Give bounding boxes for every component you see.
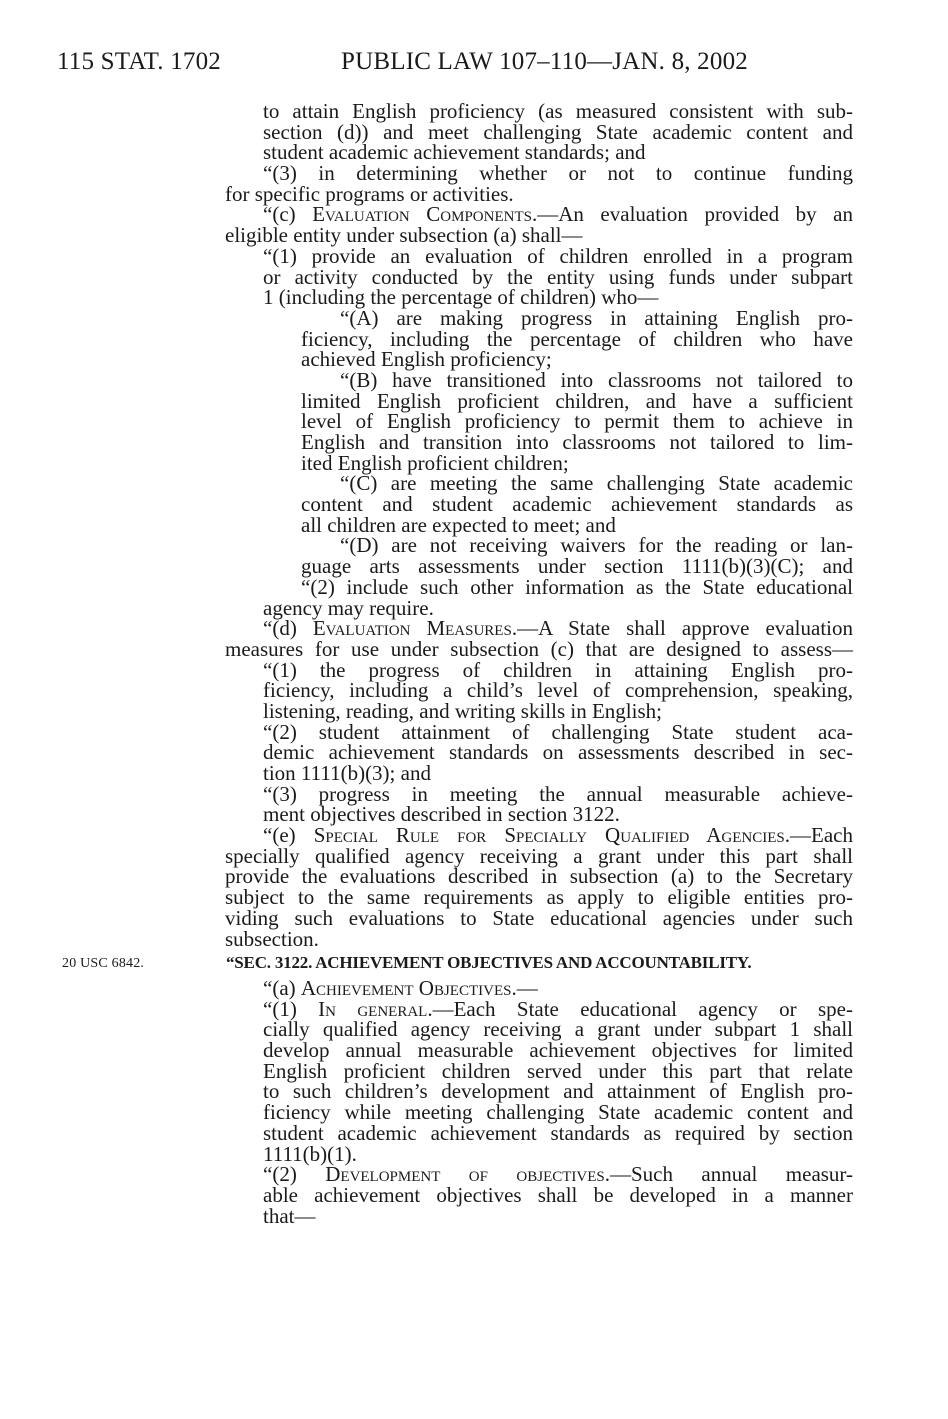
section-3122-heading: “SEC. 3122. ACHIEVEMENT OBJECTIVES AND ACCOUNTABILITY.: [226, 953, 752, 972]
page-number: 115 STAT. 1702: [57, 48, 221, 75]
text-line: “(2) student attainment of challenging State student aca-: [263, 719, 853, 744]
text-line: measures for use under subsection (c) that are designed to assess—: [225, 636, 853, 661]
text-line: subsection.: [225, 926, 319, 951]
subsection-e-heading-line: [225, 825, 853, 846]
subsection-label: “(d): [263, 616, 313, 641]
text-line: 1111(b)(1).: [263, 1141, 357, 1166]
section-3122-text: [225, 978, 853, 1226]
subsection-c-heading-line: [225, 204, 853, 225]
text-line: all children are expected to meet; and: [301, 512, 616, 537]
text-line: “(D) are not receiving waivers for the reading or lan-: [340, 533, 853, 558]
text-line: to such children’s development and attainment of English pro-: [263, 1079, 853, 1104]
paragraph-label: “(1): [263, 996, 319, 1021]
text-line: English and transition into classrooms not tailored to lim-: [301, 430, 853, 454]
text-line: “(3) in determining whether or not to continue funding: [263, 161, 853, 186]
text-line: English proficient children served under this part that relate: [263, 1058, 853, 1083]
text-line: ficiency, including a child’s level of comprehension, speaking,: [263, 678, 853, 703]
text-line: “(1) the progress of children in attaining English pro-: [263, 657, 853, 682]
subsection-d-heading-line: [225, 618, 853, 639]
text-line: “(1) provide an evaluation of children enrolled in a program: [263, 243, 853, 268]
subsection-label: “(a): [263, 976, 301, 1000]
law-citation-header: PUBLIC LAW 107–110—JAN. 8, 2002: [341, 48, 748, 75]
text-line: agency may require.: [263, 595, 434, 620]
paragraph-label: “(2): [263, 1162, 326, 1187]
subsection-title: Evaluation Components: [312, 202, 532, 227]
text-line: demic achievement standards on assessments described in sec-: [263, 740, 853, 765]
text-fragment: .—A State shall approve evaluation: [511, 616, 853, 641]
text-fragment: .—Each: [784, 823, 853, 848]
text-line: level of English proficiency to permit them to achieve in: [301, 409, 853, 434]
text-line: cially qualified agency receiving a grant under subpart 1 shall: [263, 1017, 853, 1042]
subsection-title: Special Rule for Specially Qualified Agencies: [313, 823, 785, 848]
subsection-a-heading-line: [225, 978, 853, 999]
subsection-label: “(e): [263, 823, 314, 848]
paragraph-title: In general: [318, 996, 428, 1021]
text-line: ficiency while meeting challenging State academic content and: [263, 1100, 853, 1125]
text-line: for specific programs or activities.: [225, 181, 514, 206]
text-line: able achievement objectives shall be developed in a manner: [263, 1182, 853, 1207]
text-line: ited English proficient children;: [301, 450, 569, 475]
text-line: or activity conducted by the entity using funds under subpart: [263, 264, 853, 289]
text-line: develop annual measurable achievement objectives for limited: [263, 1038, 853, 1063]
text-fragment: .—Such annual measur-: [604, 1162, 853, 1187]
section-3121-text: [225, 101, 853, 949]
text-line: viding such evaluations to State educational agencies under such: [225, 905, 853, 930]
text-line: “(2) include such other information as the State educational: [301, 574, 853, 599]
text-fragment: .—: [511, 976, 538, 1000]
usc-margin-note: 20 USC 6842.: [62, 956, 145, 971]
text-line: section (d)) and meet challenging State academic content and: [263, 119, 853, 144]
text-line: achieved English proficiency;: [301, 347, 552, 372]
text-line: “(B) have transitioned into classrooms not tailored to: [340, 367, 853, 392]
paragraph-2-heading-line: [225, 1164, 853, 1185]
text-line: “(3) progress in meeting the annual measurable achieve-: [263, 781, 853, 806]
text-line: “(A) are making progress in attaining English pro-: [340, 305, 853, 330]
text-line: 1 (including the percentage of children) who—: [263, 285, 659, 310]
text-line: listening, reading, and writing skills in English;: [263, 698, 662, 723]
paragraph-1-heading-line: [225, 996, 853, 1021]
text-line: subject to the same requirements as apply to eligible entities pro-: [225, 885, 853, 910]
subsection-label: “(c): [263, 202, 313, 227]
text-line: limited English proficient children, and have a sufficient: [301, 388, 853, 413]
text-line: student academic achievement standards as required by section: [263, 1120, 853, 1145]
text-fragment: .—Each State educational agency or spe-: [427, 996, 853, 1021]
text-line: ment objectives described in section 3122.: [263, 802, 620, 827]
text-line: content and student academic achievement standards as: [301, 492, 853, 517]
text-line: “(C) are meeting the same challenging State academic: [340, 471, 853, 496]
subsection-title: Achievement Objectives: [300, 976, 512, 1000]
text-line: to attain English proficiency (as measured consistent with sub-: [263, 99, 853, 123]
text-line: ficiency, including the percentage of children who have: [301, 326, 853, 351]
text-line: guage arts assessments under section 1111(b)(3)(C); and: [301, 554, 853, 579]
subsection-title: Evaluation Measures: [312, 616, 512, 641]
text-line: provide the evaluations described in subsection (a) to the Secretary: [225, 864, 853, 889]
running-header: [57, 48, 857, 82]
text-line: student academic achievement standards; and: [263, 140, 646, 165]
text-line: eligible entity under subsection (a) shall—: [225, 223, 583, 248]
paragraph-title: Development of objectives: [325, 1162, 605, 1187]
text-fragment: .—An evaluation provided by an: [531, 202, 853, 227]
text-line: specially qualified agency receiving a grant under this part shall: [225, 843, 853, 868]
text-line: that—: [263, 1203, 316, 1228]
text-line: tion 1111(b)(3); and: [263, 761, 431, 785]
